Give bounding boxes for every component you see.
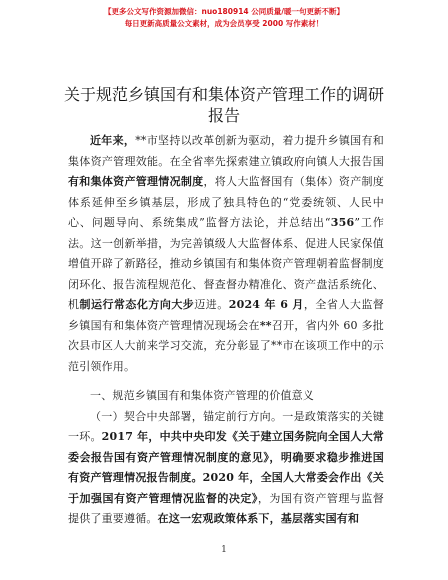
banner-line-2: 每日更新高质量公文素材，成为会员享受 2000 写作素材！ [124,19,324,28]
text-run: ”工作法。这一创新举措，为完善镇级人大监督体系、促进人民家保值增值开辟了新路径，推动乡镇国有和集体资产管理朝着监督制度闭环化、报告流程规范化、督查督办精准化、资产盘活系统化、机 [68,216,384,311]
text-run: 在这一宏观政策体系下，基层落实国有和 [157,512,360,525]
paragraph-policy [68,407,384,530]
promo-banner [0,6,448,30]
text-run: ，将人大监督国有（集体）资产制度体系延伸至乡镇基层，形成了独具特色的“党委统领、人民中心、问题导向、系统集成”监督方法论，并总结出“ [68,175,384,229]
text-run: ，为国有资产管理与监督提供了重要遵循。 [68,491,384,525]
paragraph-intro [68,131,384,377]
section-heading-1: 一、规范乡镇国有和集体资产管理的价值意义 [90,389,314,402]
text-run: 召开，省内外 60 多批次县市区人大前来学习交流，充分彰显了**市在该项工作中的示范引领作用。 [68,318,385,373]
text-run: 制运行常态化方向大步 [79,298,195,311]
text-run: 2020 年，全国人大常委会作出《关于加强国有资产管理情况监督的决定》 [68,471,385,505]
text-run: （一）契合中央部署，锚定前行方向。一是政策落实的关键一环。 [68,409,384,443]
text-run: 有和集体资产管理情况制度 [68,175,204,188]
page-number: 1 [221,545,227,555]
text-run: 近年来， [90,134,136,147]
text-run: 2024 年 6 月 [228,298,304,311]
text-run: 356 [330,216,355,229]
title-line-1: 关于规范乡镇国有和集体资产管理工作的调研 [63,85,384,104]
banner-line-1: 【更多公文写作资源加微信：nuo180914 公同质量/暖一句更新不断】 [104,7,344,16]
title-line-2: 报告 [207,106,240,125]
text-run: ，全省人大监督乡镇国有和集体资产管理情况现场会在 [68,298,385,332]
text-run: ** [259,318,272,332]
text-run: **市坚持以改革创新为驱动，着力提升乡镇国有和集体资产管理效能。在全省率先探索建立镇政府向镇人大报告国 [68,134,384,168]
text-run: 迈进。 [194,298,229,311]
document-title [0,84,448,126]
document-body [68,131,384,530]
text-run: 2017 年，中共中央印发《关于建立国务院向全国人大常委会报告国有资产管理情况制度的意见》，明确要求稳步推进国有资产管理情况报告制度。 [68,430,384,484]
